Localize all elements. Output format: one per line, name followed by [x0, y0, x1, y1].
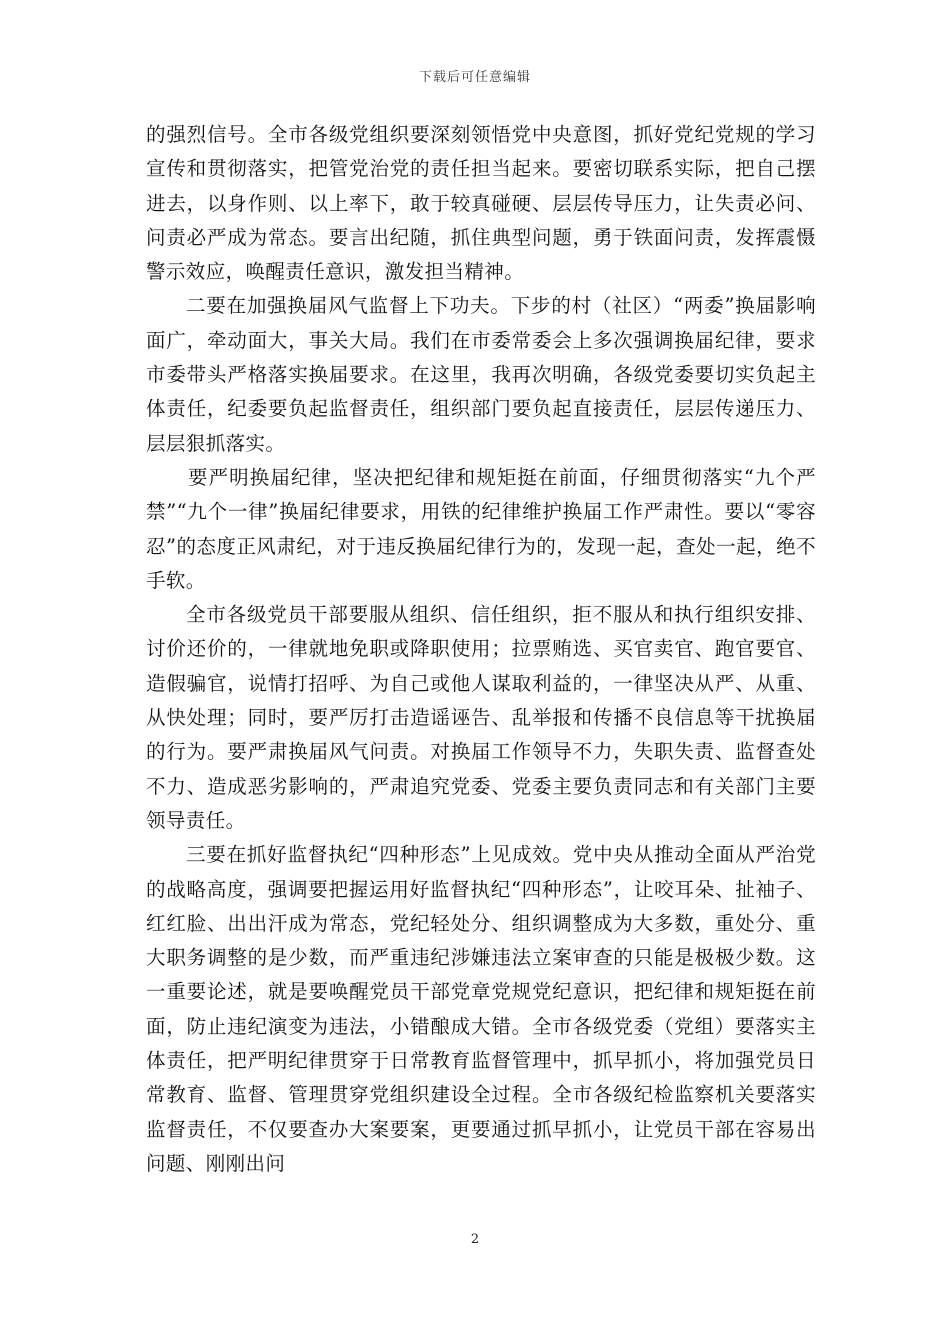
paragraph-2: 二要在加强换届风气监督上下功夫。下步的村（社区）“两委”换届影响面广，牵动面大，事关大局。我们在市委常委会上多次强调换届纪律，要求市委带头严格落实换届要求。在这里，我再次明确，各级党委要切实负起主体责任，纪委要负起监督责任，组织部门要负起直接责任，层层传递压力、层层狠抓落实。: [146, 294, 816, 455]
page-header-note: 下载后可任意编辑: [418, 70, 531, 85]
document-body: [146, 118, 816, 1181]
page-number: 2: [470, 1232, 480, 1247]
paragraph-4: 全市各级党员干部要服从组织、信任组织，拒不服从和执行组织安排、讨价还价的，一律就地免职或降职使用；拉票贿选、买官卖官、跑官要官、造假骗官，说情打招呼、为自己或他人谋取利益的，一律坚决从严、从重、从快处理；同时，要严厉打击造谣诬告、乱举报和传播不良信息等干扰换届的行为。要严肃换届风气问责。对换届工作领导不力，失职失责、监督查处不力、造成恶劣影响的，严肃追究党委、党委主要负责同志和有关部门主要领导责任。: [146, 603, 816, 832]
paragraph-5: 三要在抓好监督执纪“四种形态”上见成效。党中央从推动全面从严治党的战略高度，强调要把握运用好监督执纪“四种形态”，让咬耳朵、扯袖子、红红脸、出出汗成为常态，党纪轻处分、组织调整成为大多数，重处分、重大职务调整的是少数，而严重违纪涉嫌违法立案审查的只能是极极少数。这一重要论述，就是要唤醒党员干部党章党规党纪意识，把纪律和规矩挺在前面，防止违纪演变为违法，小错酿成大错。全市各级党委（党组）要落实主体责任，把严明纪律贯穿于日常教育监督管理中，抓早抓小，将加强党员日常教育、监督、管理贯穿党组织建设全过程。全市各级纪检监察机关要落实监督责任，不仅要查办大案要案，更要通过抓早抓小，让党员干部在容易出问题、刚刚出问: [146, 843, 816, 1175]
paragraph-1: 的强烈信号。全市各级党组织要深刻领悟党中央意图，抓好党纪党规的学习宣传和贯彻落实，把管党治党的责任担当起来。要密切联系实际，把自己摆进去，以身作则、以上率下，敢于较真碰硬、层层传导压力，让失责必问、问责必严成为常态。要言出纪随，抓住典型问题，勇于铁面问责，发挥震慑警示效应，唤醒责任意识，激发担当精神。: [146, 123, 816, 284]
paragraph-3: 要严明换届纪律，坚决把纪律和规矩挺在前面，仔细贯彻落实“九个严禁”“九个一律”换届纪律要求，用铁的纪律维护换届工作严肃性。要以“零容忍”的态度正风肃纪，对于违反换届纪律行为的，发现一起，查处一起，绝不手软。: [146, 465, 816, 592]
